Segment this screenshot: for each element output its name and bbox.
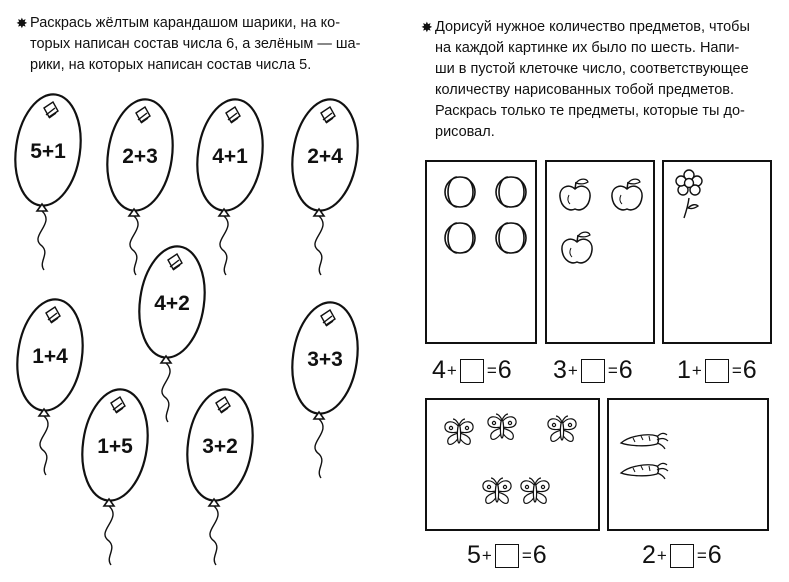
balloon[interactable] [280, 298, 370, 493]
balloon-label: 4+1 [212, 145, 248, 168]
balloon-label: 1+5 [97, 435, 133, 458]
balloon-string [105, 506, 113, 565]
right-instruction-line: на каждой картинке их было по шесть. Напи- [435, 40, 740, 56]
balloon-label: 5+1 [30, 140, 66, 163]
equals-sign: = [521, 545, 532, 565]
equals-sign: = [696, 545, 707, 565]
butterfly-icon [427, 400, 602, 533]
equation-sum: 6 [497, 356, 512, 384]
equation [467, 541, 547, 570]
carrot-icon [609, 400, 771, 533]
equation [553, 356, 633, 385]
equals-sign: = [731, 360, 742, 380]
answer-box[interactable] [460, 359, 484, 383]
equation-sum: 6 [707, 541, 722, 569]
balloon-string [210, 506, 218, 565]
equation-sum: 6 [532, 541, 547, 569]
right-instruction-line: ши в пустой клеточке число, соответствующее [435, 61, 749, 77]
balloon-string [315, 216, 323, 275]
equals-sign: = [486, 360, 497, 380]
equation-addend: 2 [642, 541, 656, 569]
balloon[interactable] [175, 385, 265, 580]
apple-icon [547, 162, 657, 346]
balloon[interactable] [70, 385, 160, 580]
left-instruction-line: Раскрась жёлтым карандашом шарики, на ко- [30, 15, 341, 31]
ball-icon [427, 162, 539, 346]
asterisk-bullet-icon: ✸ [421, 19, 433, 35]
equation-sum: 6 [618, 356, 633, 384]
frame-carrots[interactable] [607, 398, 769, 531]
balloon-string [220, 216, 228, 275]
plus-sign: + [446, 360, 457, 380]
answer-box[interactable] [581, 359, 605, 383]
plus-sign: + [481, 545, 492, 565]
balloon-string [315, 419, 323, 478]
answer-box[interactable] [670, 544, 694, 568]
left-instruction-line: рики, на которых написан состав числа 5. [30, 57, 312, 73]
equation-addend: 1 [677, 356, 691, 384]
balloon-string [38, 211, 46, 270]
equation [432, 356, 512, 385]
plus-sign: + [691, 360, 702, 380]
equation-addend: 4 [432, 356, 446, 384]
plus-sign: + [656, 545, 667, 565]
balloon[interactable] [280, 95, 370, 290]
balloon-label: 2+3 [122, 145, 158, 168]
balloon-label: 3+3 [307, 348, 343, 371]
balloon-string [40, 416, 48, 475]
answer-box[interactable] [705, 359, 729, 383]
equation [677, 356, 757, 385]
equation-addend: 3 [553, 356, 567, 384]
balloon-label: 1+4 [32, 345, 68, 368]
plus-sign: + [567, 360, 578, 380]
frame-balls[interactable] [425, 160, 537, 344]
left-instruction-line: торых написан состав числа 6, а зелёным — ша- [30, 36, 361, 52]
right-instruction-line: Дорисуй нужное количество предметов, чтобы [435, 19, 750, 35]
frame-butterflies[interactable] [425, 398, 600, 531]
balloon-label: 2+4 [307, 145, 343, 168]
equation [642, 541, 722, 570]
equation-addend: 5 [467, 541, 481, 569]
frame-apples[interactable] [545, 160, 655, 344]
answer-box[interactable] [495, 544, 519, 568]
frame-flower[interactable] [662, 160, 772, 344]
equation-sum: 6 [742, 356, 757, 384]
right-instruction [421, 17, 775, 143]
balloon-label: 3+2 [202, 435, 238, 458]
balloon-label: 4+2 [154, 292, 190, 315]
flower-icon [664, 162, 774, 346]
equals-sign: = [607, 360, 618, 380]
right-instruction-line: рисовал. [435, 124, 495, 140]
right-instruction-line: количеству нарисованных тобой предметов. [435, 82, 735, 98]
left-instruction [16, 13, 370, 76]
asterisk-bullet-icon: ✸ [16, 15, 28, 31]
balloon-string [162, 363, 170, 422]
balloon[interactable] [3, 90, 93, 285]
right-instruction-line: Раскрась только те предметы, которые ты до- [435, 103, 745, 119]
